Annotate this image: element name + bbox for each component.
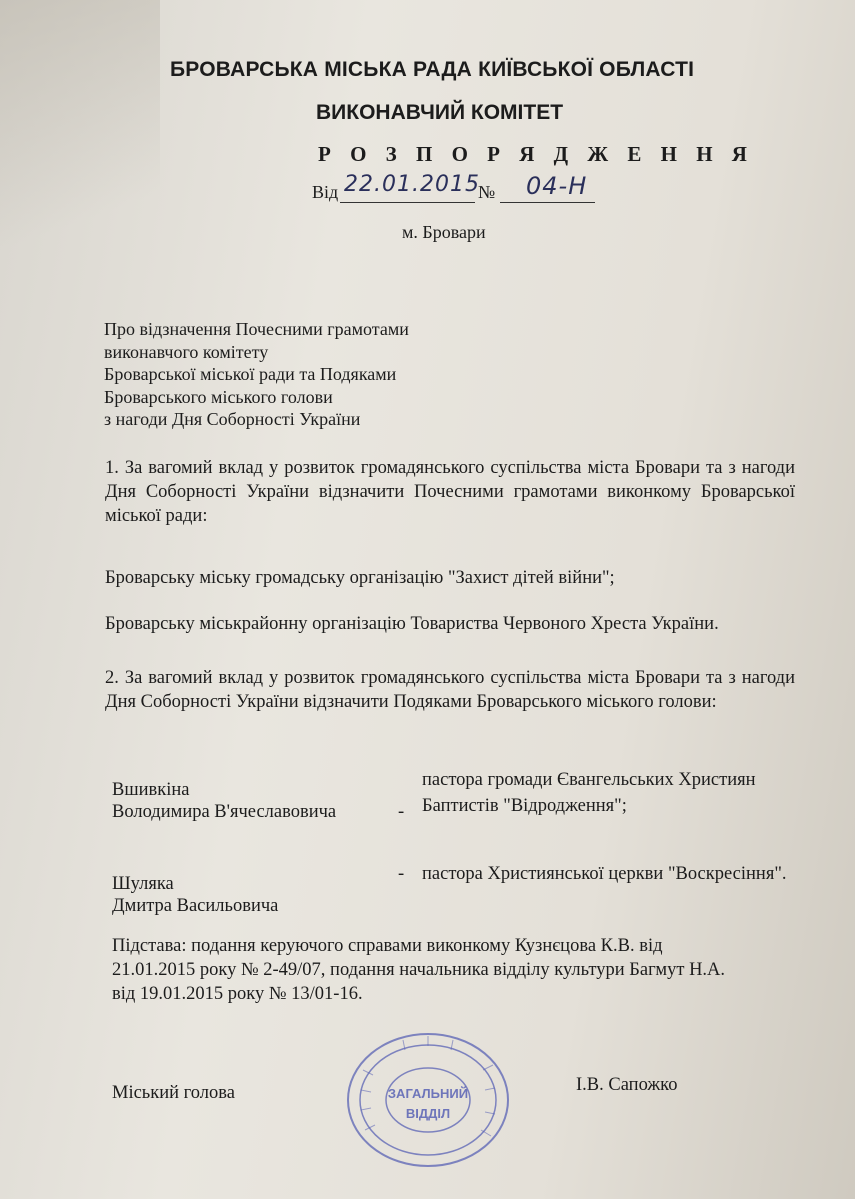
signatory-name: І.В. Сапожко [576, 1075, 678, 1095]
stamp-text-1: ЗАГАЛЬНИЙ [387, 1086, 469, 1101]
subject-line: Броварського міського голови [104, 386, 333, 407]
number-prefix: № [478, 182, 496, 202]
awardee-2-given: Дмитра Васильовича [112, 896, 279, 916]
signatory-title: Міський голова [112, 1083, 235, 1103]
organization-2: Броварську міськрайонну організацію Товариства Червоного Хреста України. [105, 614, 719, 634]
awardee-2-dash: - [398, 864, 405, 884]
number-handwritten: 04-Н [526, 172, 588, 200]
stamp-text-2: ВІДДІЛ [405, 1106, 451, 1121]
date-handwritten: 22.01.2015 [344, 172, 480, 197]
document-type: Р О З П О Р Я Д Ж Е Н Н Я [318, 142, 754, 166]
awardee-1-dash: - [398, 802, 405, 822]
basis-block [112, 934, 802, 1006]
basis-line: Підстава: подання керуючого справами виконкому Кузнєцова К.В. від [112, 936, 663, 956]
date-prefix: Від [312, 182, 339, 202]
subject-line: Броварської міської ради та Подяками [104, 364, 397, 384]
paragraph-2: 2. За вагомий вклад у розвиток громадянського суспільства міста Бровари та з нагоди Дня Соборності України відзначити Подяками Броварського міського голови: [105, 668, 795, 712]
awardee-2-role: пастора Християнської церкви "Воскресіння". [422, 864, 787, 884]
basis-line: від 19.01.2015 року № 13/01-16. [112, 984, 363, 1004]
number-underline [500, 202, 595, 203]
city: м. Бровари [402, 222, 486, 242]
council-title: БРОВАРСЬКА МІСЬКА РАДА КИЇВСЬКОЇ ОБЛАСТІ [170, 58, 695, 81]
date-number-line [312, 182, 338, 203]
subject-block [104, 318, 409, 431]
official-stamp [343, 1030, 513, 1170]
paper-shading [0, 0, 160, 300]
awardee-1-given: Володимира В'ячеславовича [112, 802, 337, 822]
committee-title: ВИКОНАВЧИЙ КОМІТЕТ [316, 101, 564, 124]
subject-line: виконавчого комітету [104, 341, 269, 362]
date-underline [340, 202, 475, 203]
awardee-1-role-line2: Баптистів "Відродження"; [422, 796, 627, 816]
awardee-1-role-line1: пастора громади Євангельських Християн [422, 770, 756, 790]
subject-line: з нагоди Дня Соборності України [104, 409, 361, 429]
organization-1: Броварську міську громадську організацію "Захист дітей війни"; [105, 568, 615, 588]
paragraph-1: 1. За вагомий вклад у розвиток громадянського суспільства міста Бровари та з нагоди Дня Соборності України відзначити Почесними грамотами виконкому Броварської міської ради: [105, 458, 795, 526]
subject-line: Про відзначення Почесними грамотами [104, 319, 409, 339]
basis-line: 21.01.2015 року № 2-49/07, подання начальника відділу культури Багмут Н.А. [112, 960, 726, 980]
awardee-1-surname: Вшивкіна [112, 780, 190, 800]
awardee-2-surname: Шуляка [112, 874, 174, 894]
